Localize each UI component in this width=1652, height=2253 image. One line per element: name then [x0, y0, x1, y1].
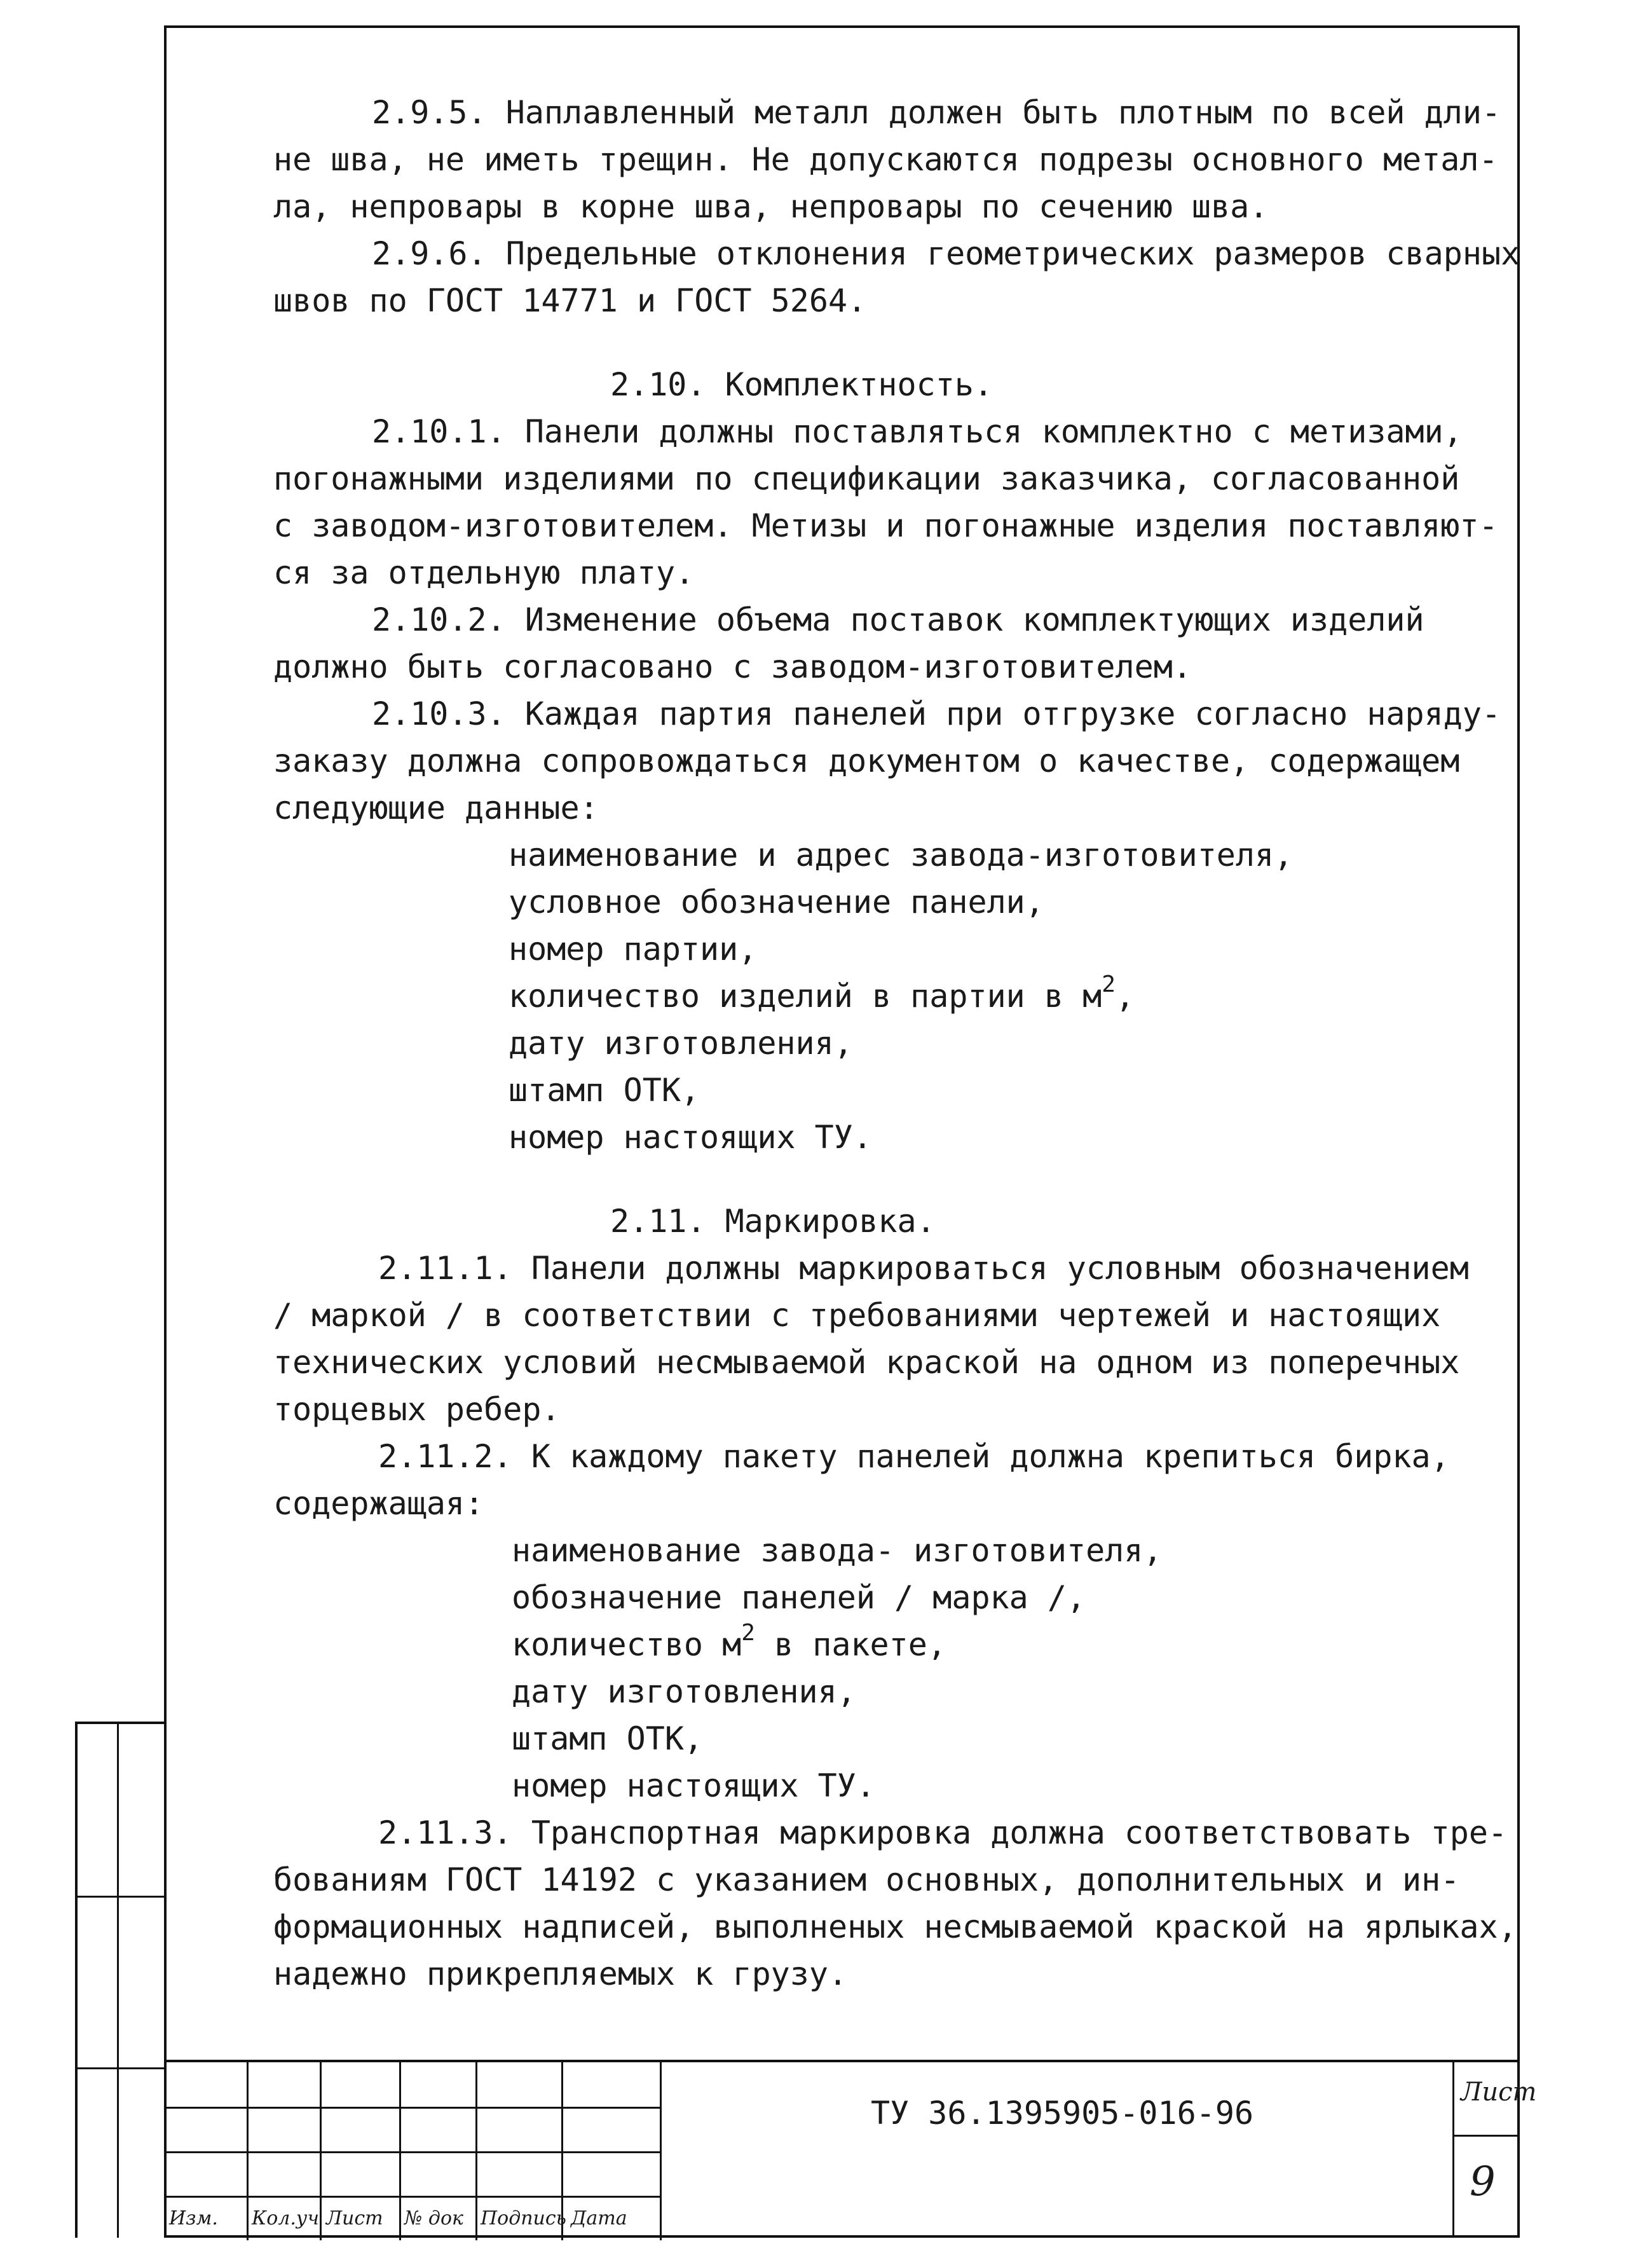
sheet-label: Лист — [1461, 2078, 1537, 2107]
para-2-11-2-line: содержащая: — [273, 1485, 484, 1522]
title-block-col-label: Изм. — [169, 2207, 218, 2229]
para-2-9-6-line: швов по ГОСТ 14771 и ГОСТ 5264. — [273, 282, 867, 319]
quality-doc-list-item: условное обозначение панели, — [509, 884, 1044, 921]
tag-list-item: штамп ОТК, — [512, 1720, 704, 1757]
title-block-col-label: Подпись — [481, 2207, 567, 2229]
para-2-11-3-line: 2.11.3. Транспортная маркировка должна соответствовать тре- — [378, 1814, 1508, 1851]
para-2-9-6-line: 2.9.6. Предельные отклонения геометрических размеров сварных — [372, 235, 1520, 272]
binding-row-divider — [78, 1896, 164, 1898]
tag-list-item: дату изготовления, — [512, 1673, 856, 1710]
title-block-col-divider — [247, 2062, 249, 2240]
quality-doc-list-item: дату изготовления, — [509, 1025, 853, 1062]
title-block-col-label: Кол.уч — [252, 2207, 319, 2229]
para-2-10-3-line: следующие данные: — [273, 790, 599, 826]
para-2-9-5-line: 2.9.5. Наплавленный металл должен быть плотным по всей дли- — [372, 94, 1501, 131]
binding-row-divider — [78, 2067, 164, 2069]
superscript: 2 — [1102, 971, 1116, 997]
para-2-11-3-line: надежно прикрепляемых к грузу. — [273, 1955, 848, 1992]
title-block-col-label: № док — [404, 2207, 463, 2229]
para-2-10-3-line: 2.10.3. Каждая партия панелей при отгрузке согласно наряду- — [372, 695, 1501, 732]
para-2-10-1-line: погонажными изделиями по спецификации заказчика, согласованной — [273, 460, 1460, 497]
quality-doc-list-item: штамп ОТК, — [509, 1072, 700, 1109]
sheet-number: 9 — [1470, 2158, 1496, 2205]
quality-doc-list-item: наименование и адрес завода-изготовителя, — [509, 837, 1294, 873]
title-block-col-divider — [399, 2062, 401, 2240]
list-item-text: количество изделий в партии в м — [509, 978, 1102, 1015]
para-2-10-2-line: должно быть согласовано с заводом-изготовителем. — [273, 648, 1192, 685]
para-2-10-1-line: с заводом-изготовителем. Метизы и погонажные изделия поставляют- — [273, 507, 1498, 544]
para-2-11-1-line: торцевых ребер. — [273, 1391, 561, 1428]
quality-doc-list-item: номер партии, — [509, 931, 758, 968]
para-2-11-3-line: бованиям ГОСТ 14192 с указанием основных, дополнительных и ин- — [273, 1861, 1460, 1898]
section-heading-2-10: 2.10. Комплектность. — [610, 366, 993, 403]
para-2-9-5-line: ла, непровары в корне шва, непровары по сечению шва. — [273, 188, 1269, 225]
title-block-col-divider — [475, 2062, 477, 2240]
para-2-10-3-line: заказу должна сопровождаться документом о качестве, содержащем — [273, 743, 1460, 779]
para-2-9-5-line: не шва, не иметь трещин. Не допускаются подрезы основного метал- — [273, 141, 1498, 178]
tag-list-item — [512, 1621, 946, 1668]
document-code: ТУ 36.1395905-016-96 — [871, 2095, 1254, 2132]
binding-margin-table — [75, 1722, 164, 2238]
sheet-box-divider — [1454, 2135, 1520, 2137]
title-block — [164, 2060, 1520, 2238]
para-2-11-2-line: 2.11.2. К каждому пакету панелей должна крепиться бирка, — [378, 1438, 1450, 1475]
superscript: 2 — [741, 1620, 755, 1646]
para-2-10-2-line: 2.10.2. Изменение объема поставок комплектующих изделий — [372, 601, 1424, 638]
para-2-11-3-line: формационных надписей, выполненых несмываемой краской на ярлыках, — [273, 1908, 1517, 1945]
para-2-11-1-line: / маркой / в соответствии с требованиями чертежей и настоящих — [273, 1297, 1441, 1334]
list-item-text: , — [1115, 978, 1135, 1015]
binding-column-divider — [117, 1724, 119, 2238]
title-block-col-label: Лист — [326, 2207, 383, 2229]
quality-doc-list-item: номер настоящих ТУ. — [509, 1119, 872, 1156]
title-block-col-divider — [660, 2062, 662, 2240]
list-item-text: в пакете, — [754, 1626, 946, 1663]
title-block-row-divider — [164, 2107, 660, 2109]
para-2-10-1-line: ся за отдельную плату. — [273, 554, 695, 591]
para-2-11-1-line: технических условий несмываемой краской на одном из поперечных — [273, 1344, 1460, 1381]
tag-list-item: наименование завода- изготовителя, — [512, 1532, 1163, 1569]
tag-list-item: обозначение панелей / марка /, — [512, 1579, 1086, 1616]
tag-list-item: номер настоящих ТУ. — [512, 1767, 875, 1804]
title-block-row-divider — [164, 2151, 660, 2153]
title-block-row-divider — [164, 2196, 660, 2198]
para-2-11-1-line: 2.11.1. Панели должны маркироваться условным обозначением — [378, 1250, 1469, 1287]
title-block-col-label: Дата — [571, 2207, 627, 2229]
title-block-col-divider — [320, 2062, 322, 2240]
section-heading-2-11: 2.11. Маркировка. — [610, 1203, 936, 1240]
quality-doc-list-item — [509, 973, 1135, 1020]
list-item-text: количество м — [512, 1626, 742, 1663]
para-2-10-1-line: 2.10.1. Панели должны поставляться комплектно с метизами, — [372, 413, 1463, 450]
